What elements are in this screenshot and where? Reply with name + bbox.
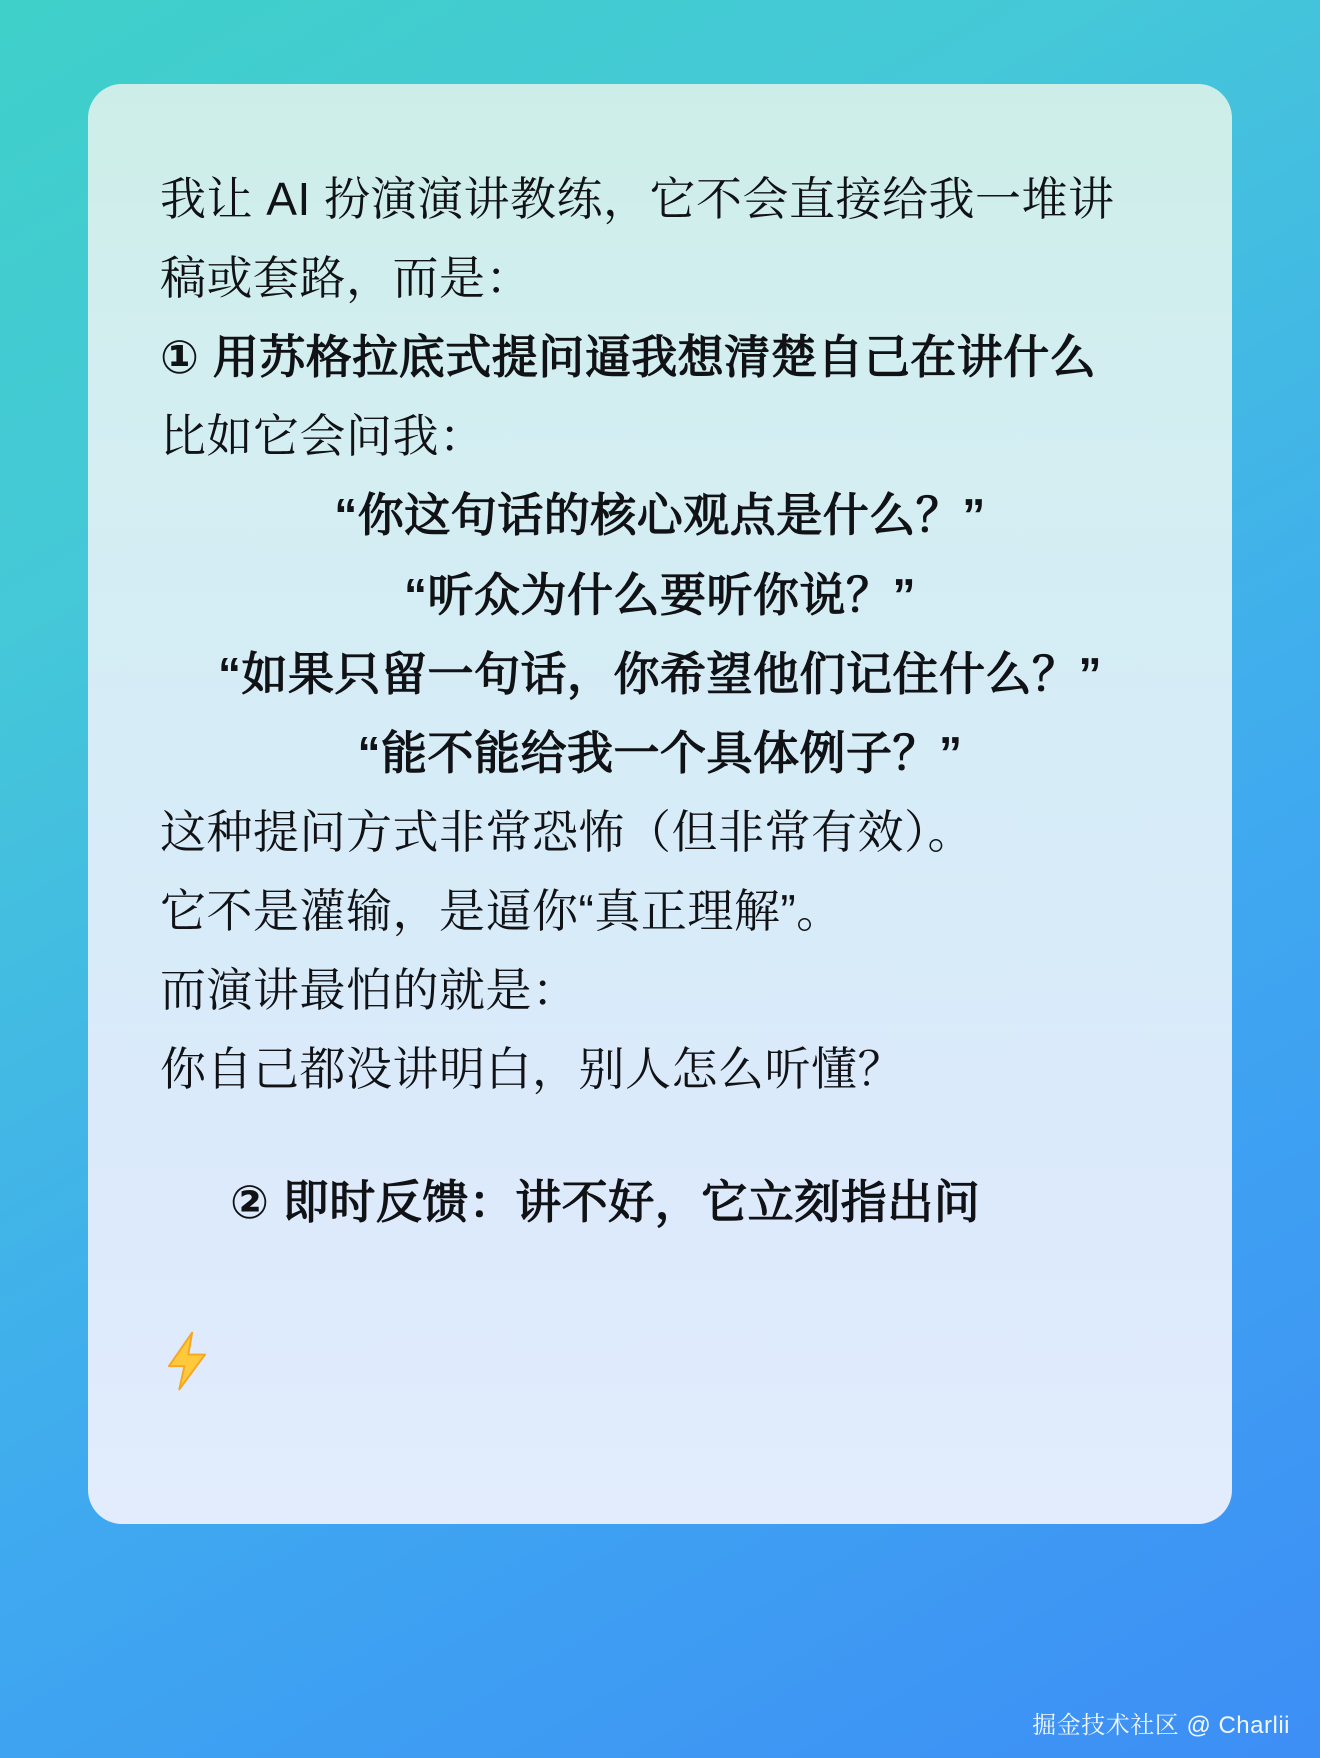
content-card (88, 84, 1232, 1524)
paragraph-effectiveness: 这种提问方式非常恐怖（但非常有效）。 (160, 805, 974, 858)
paragraph-point-two (160, 1163, 1160, 1242)
paragraph-fear-lead: 而演讲最怕的就是： (160, 964, 579, 1017)
lightning-bolt-icon (160, 1172, 214, 1234)
quote-concrete-example: “能不能给我一个具体例子？” (357, 726, 963, 779)
quote-core-idea: “你这句话的核心观点是什么？” (334, 489, 986, 542)
paragraph-point-one: ① 用苏格拉底式提问逼我想清楚自己在讲什么 (160, 331, 1097, 384)
watermark: 掘金技术社区 @ Charlii (1032, 1712, 1290, 1739)
quote-audience: “听众为什么要听你说？” (404, 568, 916, 621)
spacer (160, 1109, 1160, 1163)
quote-one-sentence: “如果只留一句话，你希望他们记住什么？” (218, 647, 1102, 700)
point-two-label: ② 即时反馈：讲不好，它立刻指出问 (230, 1176, 981, 1229)
paragraph-intro: 我让 AI 扮演演讲教练，它不会直接给我一堆讲稿或套路，而是： (160, 173, 1115, 305)
paragraph-true-understanding: 它不是灌输，是逼你“真正理解”。 (160, 884, 843, 937)
paragraph-example-lead: 比如它会问我： (160, 410, 486, 463)
paragraph-fear-question: 你自己都没讲明白，别人怎么听懂？ (160, 1043, 904, 1096)
